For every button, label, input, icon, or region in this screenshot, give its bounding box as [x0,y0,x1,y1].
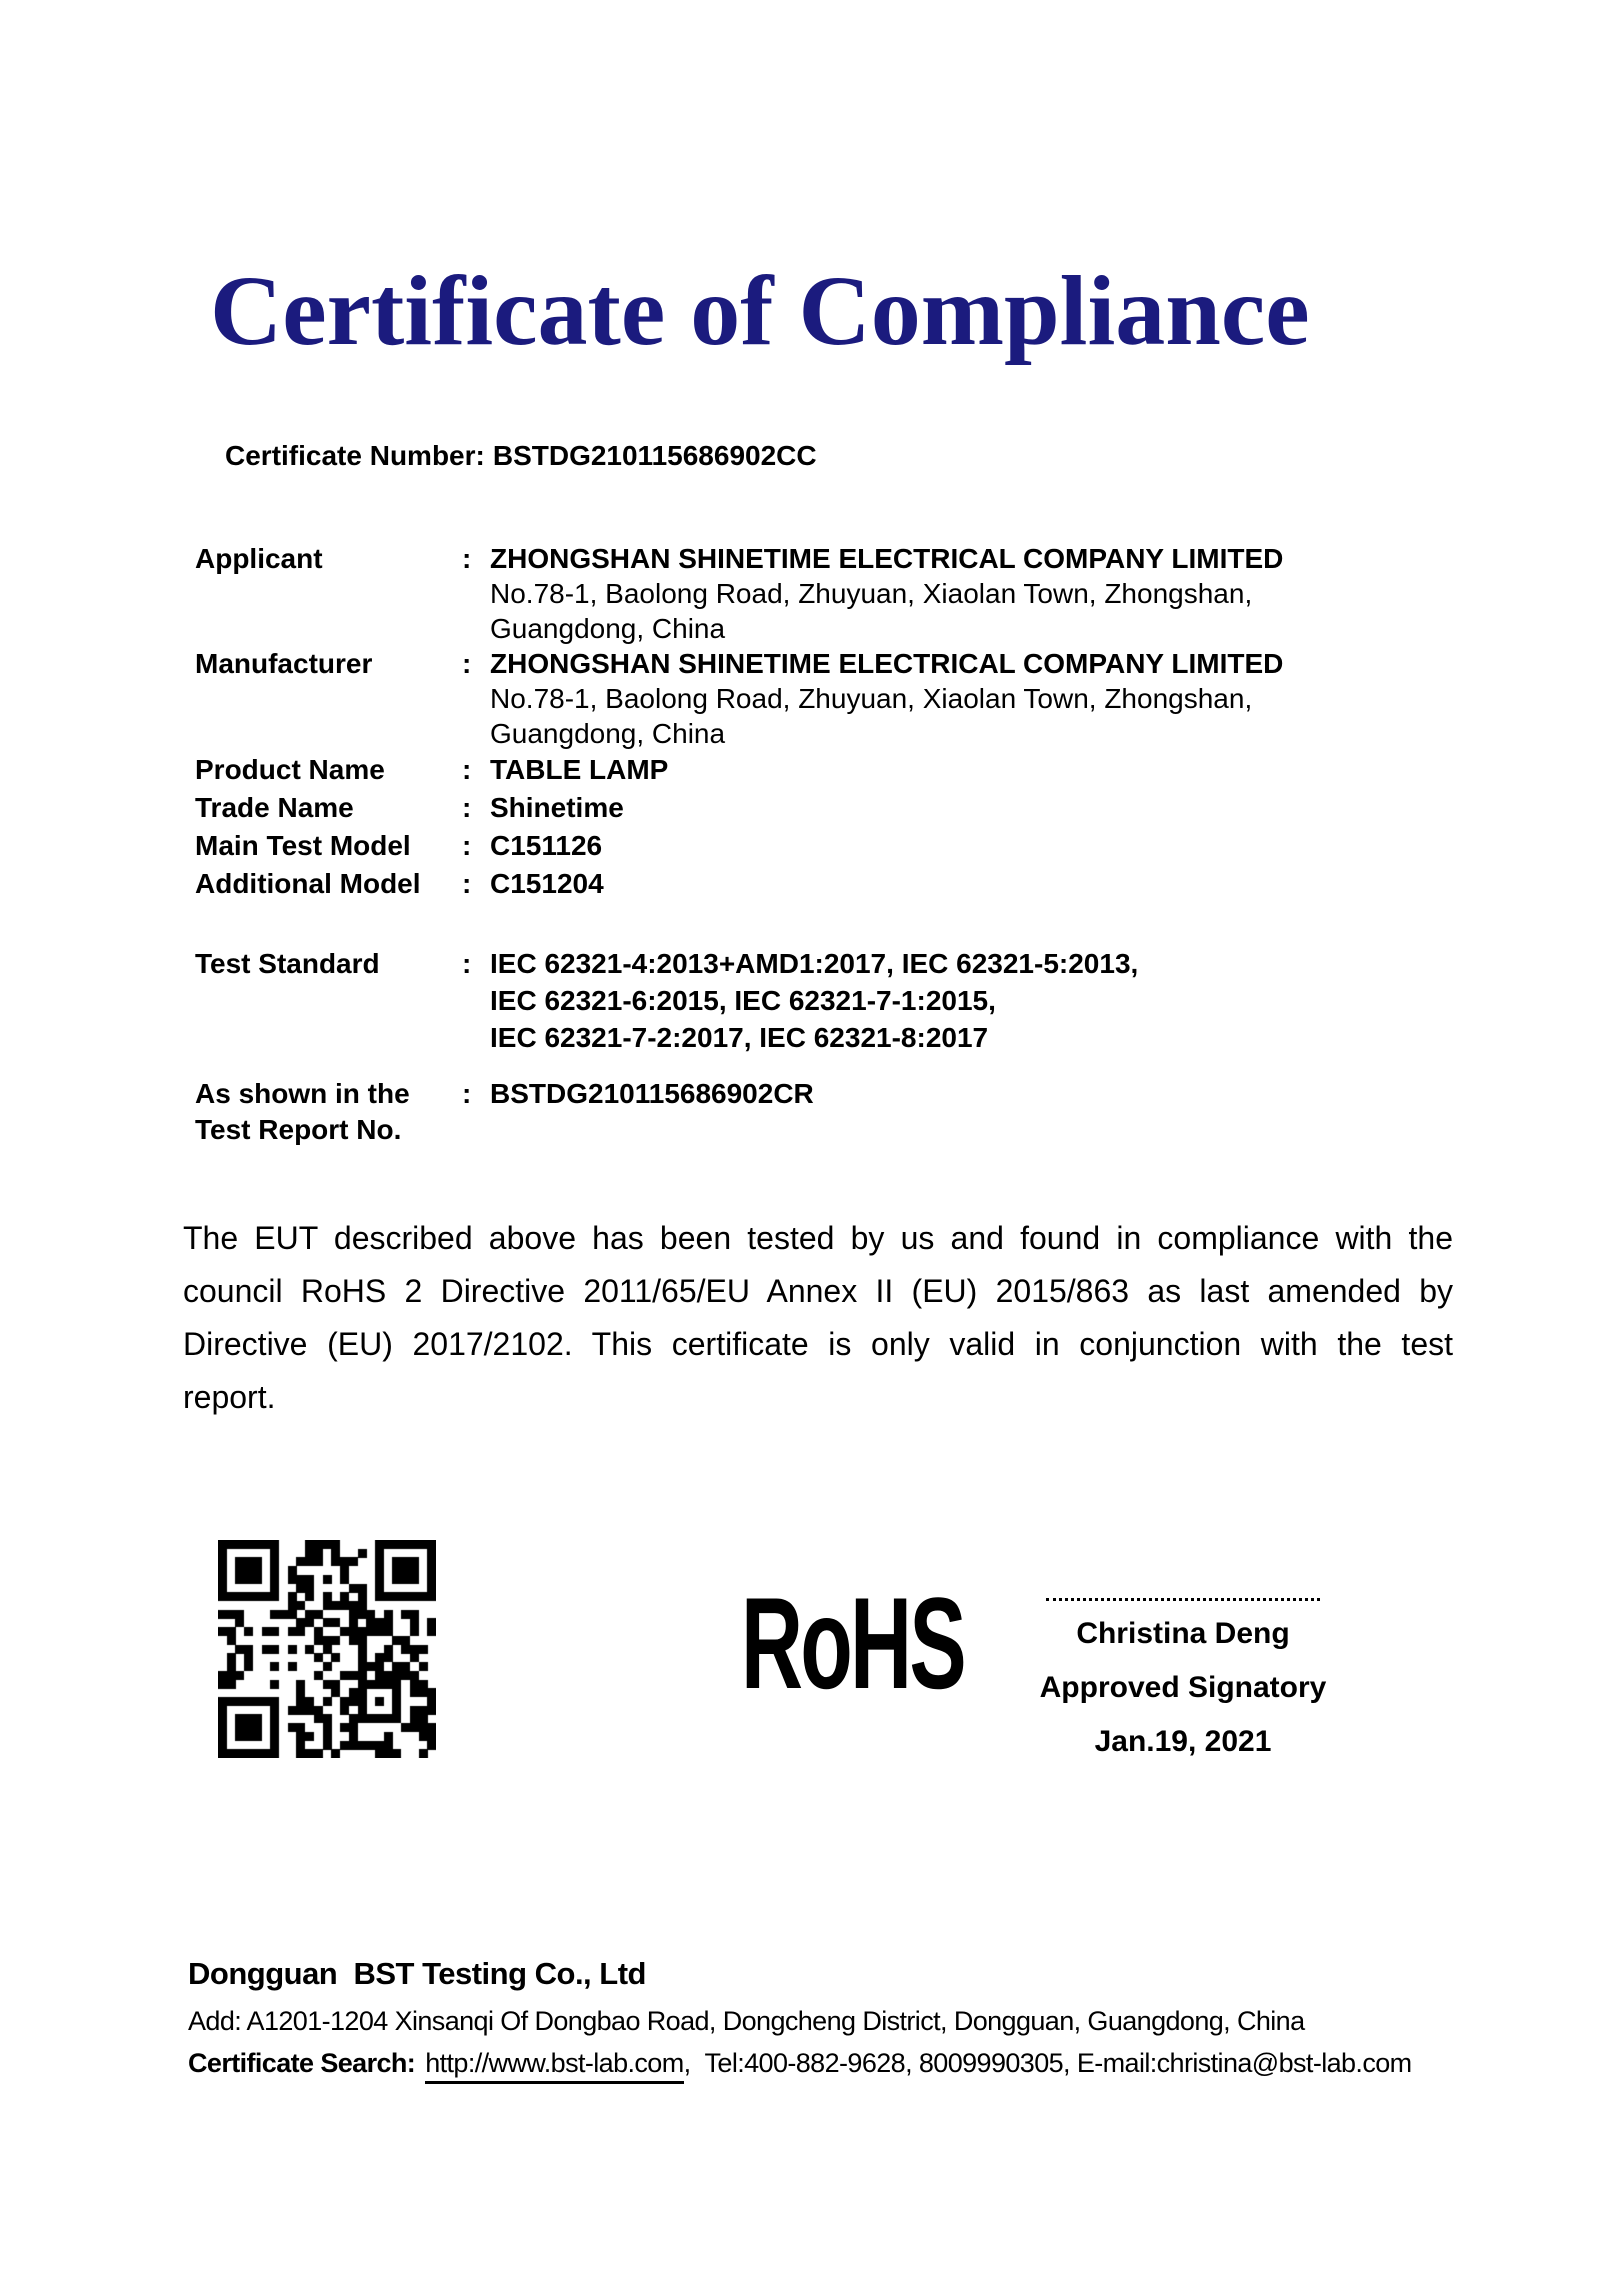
rohs-logo: RoHS [741,1570,965,1716]
test-report-value: BSTDG210115686902CR [490,1078,814,1109]
manufacturer-label: Manufacturer [195,648,373,679]
qr-code [218,1540,436,1758]
certificate-search-label: Certificate Search: [188,2048,416,2078]
certificate-title: Certificate of Compliance [210,255,1310,366]
test-standard-line2: IEC 62321-6:2015, IEC 62321-7-1:2015, [490,985,996,1016]
main-test-model-label: Main Test Model [195,830,411,861]
test-standard-line1: IEC 62321-4:2013+AMD1:2017, IEC 62321-5:2013, [490,948,1139,979]
colon-separator: : [462,948,472,979]
colon-separator: : [462,543,472,574]
certificate-search-line [188,2048,1412,2084]
signature-date: Jan.19, 2021 [1094,1725,1272,1758]
additional-model-label: Additional Model [195,868,421,899]
certificate-number-value: BSTDG210115686902CC [492,440,817,471]
info-table [195,541,1445,1148]
applicant-label: Applicant [195,543,323,574]
manufacturer-address-line2: Guangdong, China [490,718,726,749]
test-standard-label: Test Standard [195,948,380,979]
colon-separator: : [462,830,472,861]
certificate-search-contact: Tel:400-882-9628, 8009990305, E-mail:christina@bst-lab.com [704,2048,1412,2078]
colon-separator: : [462,754,472,785]
product-name-label: Product Name [195,754,385,785]
certificate-number-label: Certificate Number: [225,440,485,471]
trade-name-label: Trade Name [195,792,354,823]
field-row-main-test-model [195,827,1445,865]
signatory-name: Christina Deng [1076,1617,1290,1650]
manufacturer-company: ZHONGSHAN SHINETIME ELECTRICAL COMPANY LIMITED [490,648,1284,679]
main-test-model-value: C151126 [490,830,603,861]
search-separator: , [683,2048,691,2078]
field-row-manufacturer [195,646,1445,751]
signature-block [1023,1598,1343,1769]
certificate-number-line [225,440,817,472]
field-row-trade-name [195,789,1445,827]
compliance-statement: The EUT described above has been tested by us and found in compliance with the council RoHS 2 Directive 2011/65/EU Annex II (EU) 2015/863 as last amended by Directive (EU) 2017/2102. This certificate is only valid in conjunction with the test report. [183,1220,1453,1415]
additional-model-value: C151204 [490,868,604,899]
product-name-value: TABLE LAMP [490,754,669,785]
trade-name-value: Shinetime [490,792,624,823]
manufacturer-address-line1: No.78-1, Baolong Road, Zhuyuan, Xiaolan Town, Zhongshan, [490,683,1253,714]
applicant-company: ZHONGSHAN SHINETIME ELECTRICAL COMPANY LIMITED [490,543,1284,574]
test-report-label: As shown in the Test Report No. [195,1078,410,1145]
field-row-test-standard [195,945,1445,1056]
signatory-role: Approved Signatory [1039,1671,1327,1704]
field-row-applicant [195,541,1445,646]
colon-separator: : [462,868,472,899]
certificate-search-url[interactable]: http://www.bst-lab.com [425,2048,683,2084]
colon-separator: : [462,792,472,823]
field-row-test-report [195,1076,1445,1148]
applicant-address-line1: No.78-1, Baolong Road, Zhuyuan, Xiaolan Town, Zhongshan, [490,578,1253,609]
footer-company-name: Dongguan BST Testing Co., Ltd [188,1956,646,1991]
colon-separator: : [462,1078,472,1109]
footer-address: Add: A1201-1204 Xinsanqi Of Dongbao Road, Dongcheng District, Dongguan, Guangdong, China [188,2006,1305,2036]
field-row-product-name [195,751,1445,789]
test-standard-line3: IEC 62321-7-2:2017, IEC 62321-8:2017 [490,1022,989,1053]
signature-dotted-line [1046,1598,1320,1601]
field-row-additional-model [195,865,1445,903]
colon-separator: : [462,648,472,679]
applicant-address-line2: Guangdong, China [490,613,726,644]
